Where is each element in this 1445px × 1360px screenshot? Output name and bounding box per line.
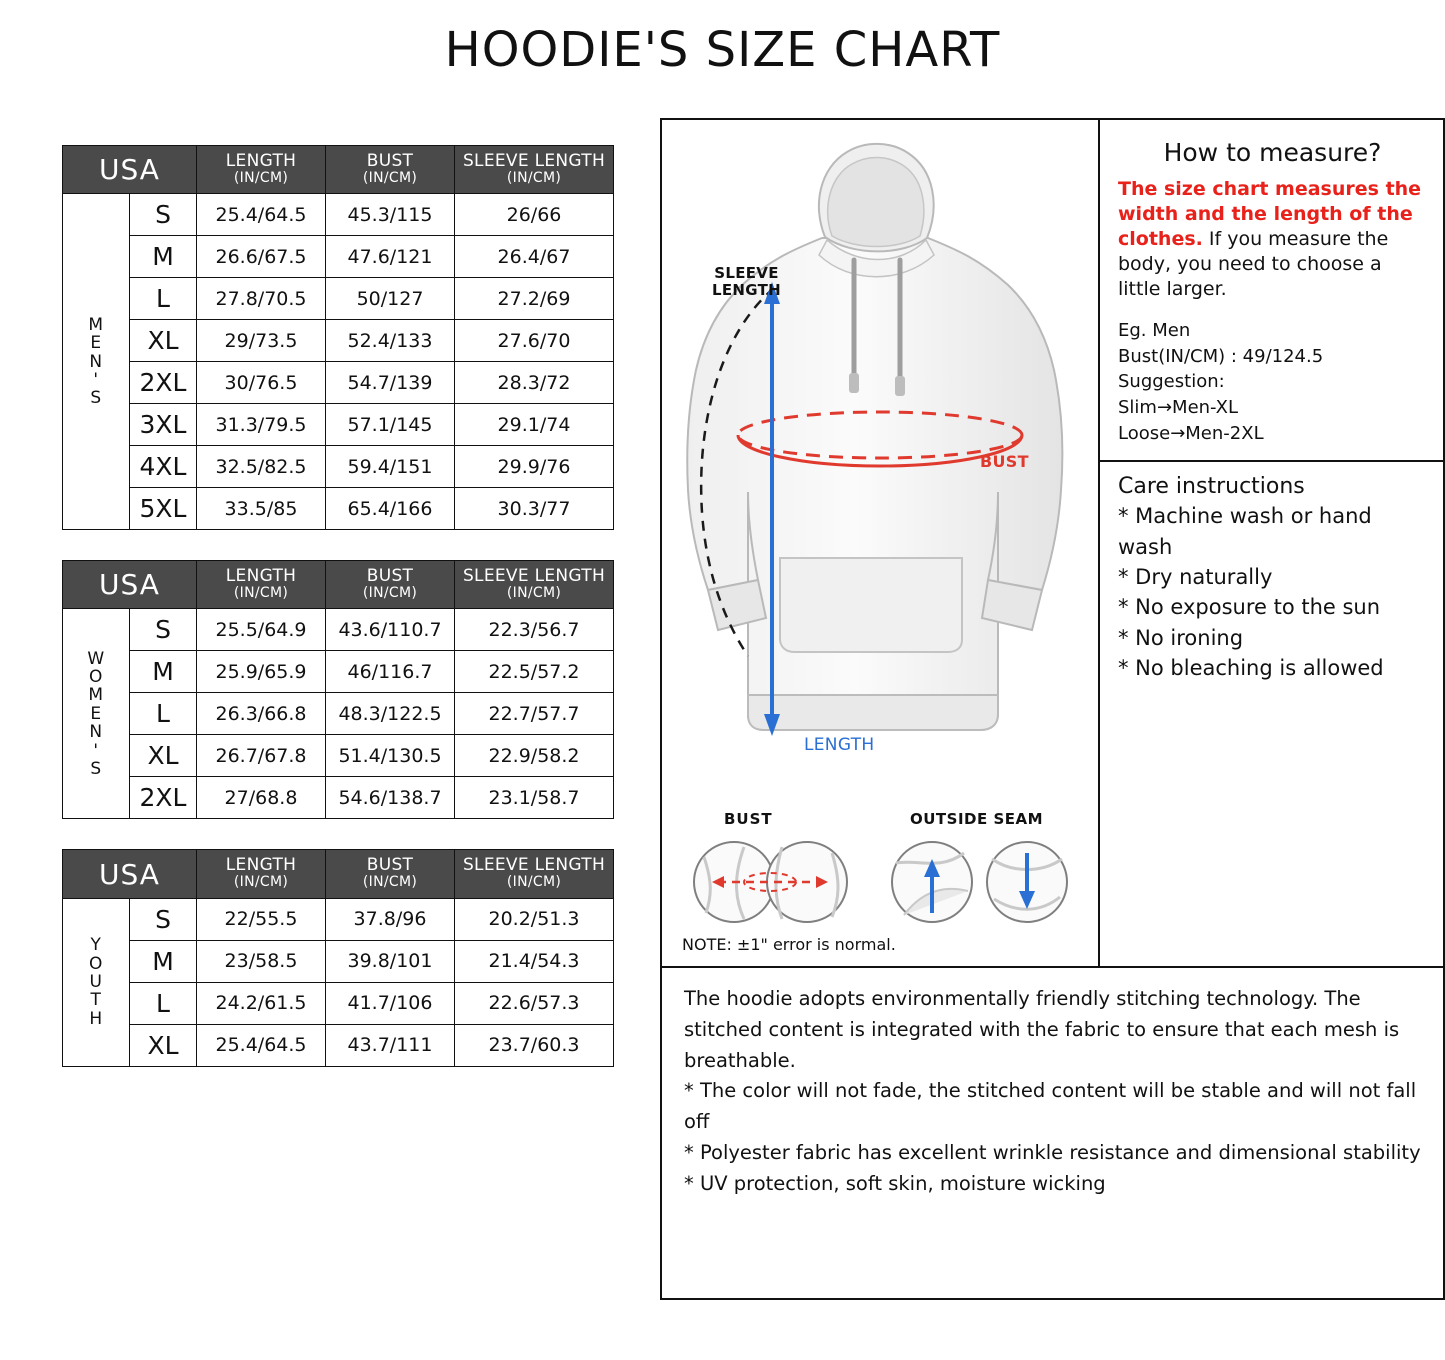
length-cell: 25.9/65.9 — [197, 651, 326, 693]
bust-cell: 51.4/130.5 — [326, 735, 455, 777]
cat-letter: N — [89, 351, 103, 372]
header-sleeve-unit: (IN/CM) — [506, 169, 562, 186]
how-to-measure-panel — [1100, 118, 1445, 968]
header-length — [197, 850, 326, 898]
length-cell: 22/55.5 — [197, 898, 326, 940]
sleeve-label-line1: SLEEVE — [714, 264, 779, 282]
length-cell: 29/73.5 — [197, 320, 326, 362]
length-cell: 26.6/67.5 — [197, 236, 326, 278]
table-row — [63, 735, 614, 777]
bust-cell: 52.4/133 — [326, 320, 455, 362]
category-label-youth — [63, 898, 130, 1066]
header-length-unit: (IN/CM) — [233, 585, 289, 602]
panel-divider — [1100, 460, 1443, 462]
table-row — [63, 236, 614, 278]
sleeve-cell: 26/66 — [455, 194, 614, 236]
cat-letter: T — [90, 990, 102, 1011]
header-sleeve-text: SLEEVE LENGTH — [462, 855, 606, 876]
size-cell: M — [130, 940, 197, 982]
bust-cell: 41.7/106 — [326, 982, 455, 1024]
fabric-paragraph-3: * Polyester fabric has excellent wrinkle resistance and dimensional stability — [684, 1140, 1421, 1164]
length-cell: 23/58.5 — [197, 940, 326, 982]
table-row — [63, 320, 614, 362]
size-cell: XL — [130, 735, 197, 777]
header-length-unit: (IN/CM) — [233, 874, 289, 891]
cat-letter: O — [89, 953, 103, 974]
measurement-diagram-panel — [660, 118, 1100, 968]
header-sleeve — [455, 850, 614, 898]
table-row — [63, 446, 614, 488]
bust-cell: 59.4/151 — [326, 446, 455, 488]
sleeve-cell: 22.9/58.2 — [455, 735, 614, 777]
cat-letter: S — [90, 388, 102, 409]
bust-cell: 47.6/121 — [326, 236, 455, 278]
length-cell: 27/68.8 — [197, 777, 326, 819]
how-to-measure-title: How to measure? — [1163, 138, 1382, 167]
size-cell: L — [130, 278, 197, 320]
header-bust — [326, 850, 455, 898]
example-title: Eg. Men — [1118, 320, 1191, 342]
header-length-text: LENGTH — [225, 566, 297, 587]
example-suggestion: Suggestion: — [1118, 371, 1225, 393]
header-usa: USA — [63, 561, 197, 609]
fabric-paragraph-4: * UV protection, soft skin, moisture wicking — [684, 1171, 1106, 1195]
cat-letter: N — [89, 722, 103, 743]
length-cell: 31.3/79.5 — [197, 404, 326, 446]
table-row — [63, 940, 614, 982]
sleeve-cell: 23.1/58.7 — [455, 777, 614, 819]
length-cell: 26.7/67.8 — [197, 735, 326, 777]
care-instructions-list — [1118, 501, 1427, 684]
cat-letter: H — [89, 1008, 103, 1029]
bust-icon-label: BUST — [724, 810, 773, 828]
measurement-note: NOTE: ±1" error is normal. — [682, 935, 896, 954]
size-cell: S — [130, 194, 197, 236]
header-sleeve-text: SLEEVE LENGTH — [462, 566, 606, 587]
header-length-unit: (IN/CM) — [233, 169, 289, 186]
cat-letter: O — [89, 667, 103, 688]
header-length-text: LENGTH — [225, 151, 297, 171]
table-row — [63, 278, 614, 320]
example-loose: Loose→Men-2XL — [1118, 422, 1264, 444]
size-cell: 3XL — [130, 404, 197, 446]
care-item: * No bleaching is allowed — [1118, 656, 1384, 681]
table-row — [63, 1024, 614, 1066]
table-row — [63, 609, 614, 651]
size-cell: 4XL — [130, 446, 197, 488]
table-row — [63, 488, 614, 530]
cat-letter: ' — [93, 740, 99, 761]
length-cell: 24.2/61.5 — [197, 982, 326, 1024]
bust-cell: 50/127 — [326, 278, 455, 320]
table-header-row — [63, 561, 614, 609]
length-cell: 27.8/70.5 — [197, 278, 326, 320]
header-bust-text: BUST — [366, 566, 414, 587]
bust-cell: 46/116.7 — [326, 651, 455, 693]
sleeve-cell: 22.7/57.7 — [455, 693, 614, 735]
hoodie-illustration — [662, 120, 1098, 820]
header-bust-text: BUST — [366, 151, 414, 171]
header-sleeve — [455, 561, 614, 609]
category-label-mens — [63, 194, 130, 530]
size-tables-column — [62, 145, 614, 1097]
how-to-measure-body-text: If you measure the body, you need to choose a little larger. — [1118, 228, 1389, 301]
header-usa: USA — [63, 146, 197, 194]
sleeve-length-label — [712, 265, 781, 300]
cat-letter: U — [89, 972, 103, 993]
care-item: * Dry naturally — [1118, 565, 1273, 589]
length-cell: 32.5/82.5 — [197, 446, 326, 488]
table-row — [63, 777, 614, 819]
womens-size-table — [62, 560, 614, 819]
length-cell: 25.5/64.9 — [197, 609, 326, 651]
example-slim: Slim→Men-XL — [1118, 397, 1239, 419]
header-bust-unit: (IN/CM) — [362, 585, 418, 602]
sleeve-cell: 22.3/56.7 — [455, 609, 614, 651]
header-bust-unit: (IN/CM) — [362, 874, 418, 891]
bust-cell: 54.6/138.7 — [326, 777, 455, 819]
mens-size-table — [62, 145, 614, 530]
sleeve-cell: 27.2/69 — [455, 278, 614, 320]
sleeve-cell: 30.3/77 — [455, 488, 614, 530]
size-cell: L — [130, 693, 197, 735]
measure-icons — [682, 835, 1082, 930]
length-label: LENGTH — [804, 735, 875, 755]
cat-letter: Y — [90, 935, 102, 956]
table-row — [63, 194, 614, 236]
header-sleeve-unit: (IN/CM) — [506, 585, 562, 602]
size-cell: XL — [130, 1024, 197, 1066]
sleeve-cell: 22.5/57.2 — [455, 651, 614, 693]
size-cell: S — [130, 609, 197, 651]
example-bust: Bust(IN/CM) : 49/124.5 — [1118, 345, 1324, 367]
size-cell: 2XL — [130, 777, 197, 819]
header-bust-text: BUST — [366, 855, 414, 876]
size-cell: 5XL — [130, 488, 197, 530]
fabric-info-panel — [660, 968, 1445, 1300]
size-cell: M — [130, 651, 197, 693]
header-sleeve — [455, 146, 614, 194]
header-bust-unit: (IN/CM) — [362, 169, 418, 186]
youth-size-table — [62, 849, 614, 1066]
header-usa: USA — [63, 850, 197, 898]
bust-cell: 43.7/111 — [326, 1024, 455, 1066]
fabric-paragraph-2: * The color will not fade, the stitched content will be stable and will not fall off — [684, 1079, 1417, 1134]
outside-seam-label: OUTSIDE SEAM — [910, 810, 1044, 828]
table-row — [63, 693, 614, 735]
cat-letter: M — [88, 685, 104, 706]
care-item: * Machine wash or hand wash — [1118, 504, 1372, 559]
table-header-row — [63, 850, 614, 898]
table-row — [63, 898, 614, 940]
header-sleeve-unit: (IN/CM) — [506, 874, 562, 891]
sleeve-cell: 20.2/51.3 — [455, 898, 614, 940]
sleeve-cell: 28.3/72 — [455, 362, 614, 404]
cat-letter: E — [90, 333, 102, 354]
length-cell: 30/76.5 — [197, 362, 326, 404]
table-row — [63, 651, 614, 693]
sleeve-cell: 27.6/70 — [455, 320, 614, 362]
hoodie-svg — [662, 120, 1098, 820]
sleeve-cell: 29.9/76 — [455, 446, 614, 488]
bust-cell: 43.6/110.7 — [326, 609, 455, 651]
size-cell: 2XL — [130, 362, 197, 404]
table-row — [63, 362, 614, 404]
length-cell: 25.4/64.5 — [197, 194, 326, 236]
bust-cell: 37.8/96 — [326, 898, 455, 940]
page-title: HOODIE'S SIZE CHART — [444, 22, 1001, 78]
example-block — [1118, 318, 1427, 446]
cat-letter: W — [87, 648, 105, 669]
bust-cell: 57.1/145 — [326, 404, 455, 446]
header-sleeve-text: SLEEVE LENGTH — [462, 151, 606, 171]
length-cell: 33.5/85 — [197, 488, 326, 530]
header-bust — [326, 146, 455, 194]
bust-cell: 54.7/139 — [326, 362, 455, 404]
header-bust — [326, 561, 455, 609]
cat-letter: ' — [93, 369, 99, 390]
bust-cell: 39.8/101 — [326, 940, 455, 982]
sleeve-cell: 29.1/74 — [455, 404, 614, 446]
header-length — [197, 146, 326, 194]
cat-letter: S — [90, 758, 102, 779]
sleeve-cell: 22.6/57.3 — [455, 982, 614, 1024]
header-length — [197, 561, 326, 609]
category-label-womens — [63, 609, 130, 819]
cat-letter: E — [90, 703, 102, 724]
chart-content — [0, 110, 1445, 1360]
care-instructions-title: Care instructions — [1118, 474, 1305, 500]
table-row — [63, 982, 614, 1024]
length-cell: 25.4/64.5 — [197, 1024, 326, 1066]
bust-cell: 48.3/122.5 — [326, 693, 455, 735]
bust-label: BUST — [980, 452, 1029, 471]
fabric-info-text — [684, 984, 1429, 1200]
how-to-measure-red-text: The size chart measures the width and the length of the clothes. — [1118, 178, 1422, 251]
how-to-measure-text — [1118, 177, 1427, 302]
header-length-text: LENGTH — [225, 855, 297, 876]
care-item: * No exposure to the sun — [1118, 595, 1381, 620]
bust-cell: 45.3/115 — [326, 194, 455, 236]
table-row — [63, 404, 614, 446]
size-cell: L — [130, 982, 197, 1024]
sleeve-cell: 23.7/60.3 — [455, 1024, 614, 1066]
sleeve-label-line2: LENGTH — [712, 281, 781, 300]
size-cell: S — [130, 898, 197, 940]
sleeve-cell: 26.4/67 — [455, 236, 614, 278]
length-cell: 26.3/66.8 — [197, 693, 326, 735]
size-cell: XL — [130, 320, 197, 362]
care-item: * No ironing — [1118, 625, 1244, 650]
table-header-row — [63, 146, 614, 194]
size-cell: M — [130, 236, 197, 278]
bust-cell: 65.4/166 — [326, 488, 455, 530]
fabric-paragraph-1: The hoodie adopts environmentally friendly stitching technology. The stitched content is integrated with the fabric to ensure that each mesh is breathable. — [684, 987, 1400, 1072]
cat-letter: M — [88, 314, 104, 335]
sleeve-cell: 21.4/54.3 — [455, 940, 614, 982]
